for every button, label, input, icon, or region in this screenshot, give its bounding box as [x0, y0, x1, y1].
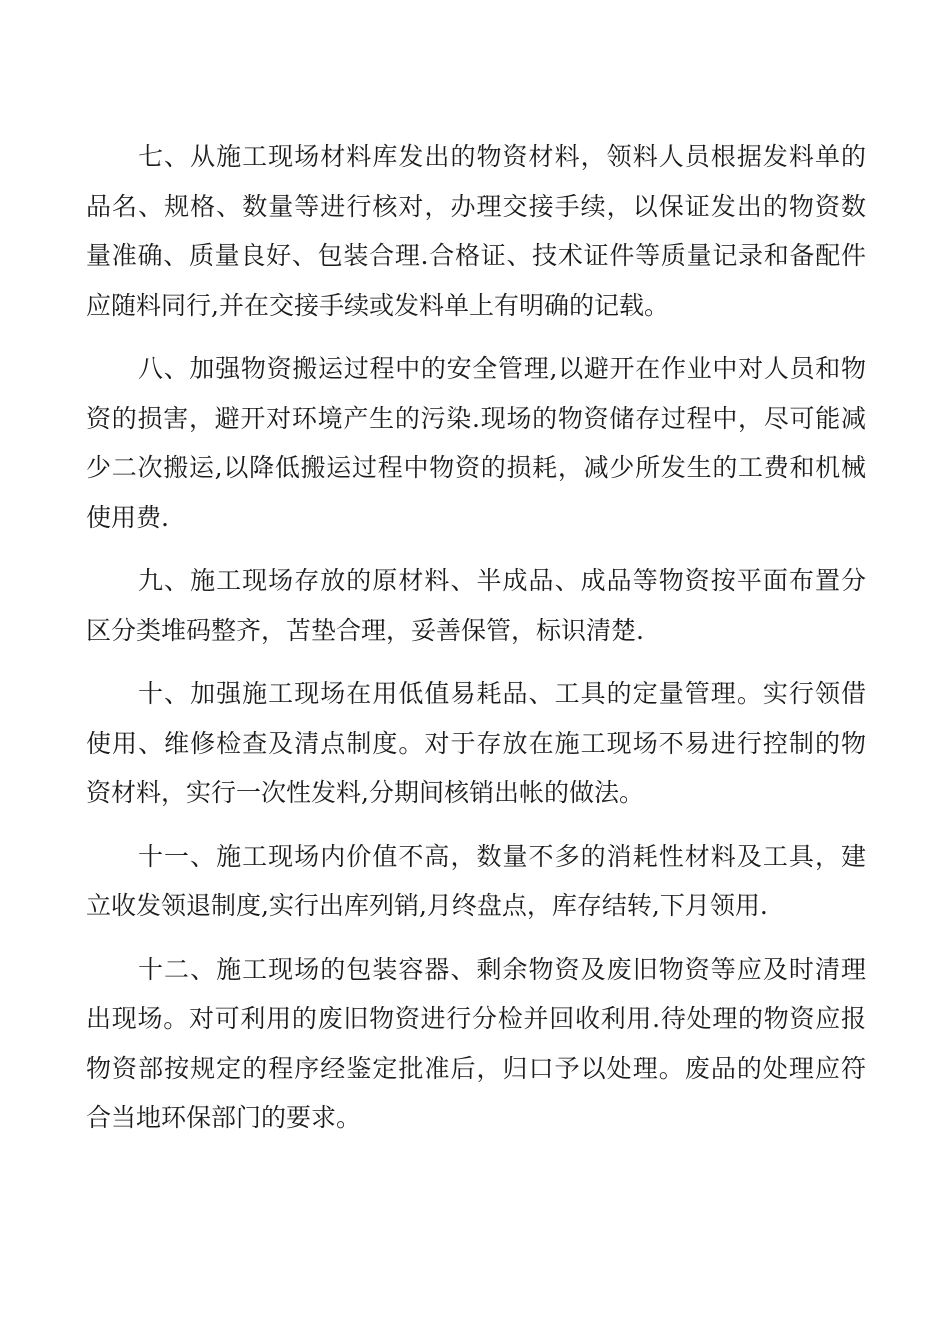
document-body: [86, 132, 866, 1157]
text-line: 立收发领退制度,实行出库列销,月终盘点，库存结转,下月领用.: [86, 891, 768, 920]
text-line: 使用、维修检查及清点制度。对于存放在施工现场不易进行控制的物: [86, 728, 866, 758]
text-line: 量准确、质量良好、包装合理.合格证、技术证件等质量记录和备配件: [86, 241, 866, 270]
paragraph-7: [86, 132, 866, 330]
text-line: 品名、规格、数量等进行核对，办理交接手续，以保证发出的物资数: [86, 191, 866, 221]
text-line: 资材料，实行一次性发料,分期间核销出帐的做法。: [86, 778, 644, 807]
text-line: 区分类堆码整齐，苫垫合理，妥善保管，标识清楚.: [86, 615, 644, 645]
text-line: 出现场。对可利用的废旧物资进行分检并回收利用.待处理的物资应报: [86, 1004, 866, 1033]
paragraph-8: [86, 344, 866, 542]
text-line: 十一、施工现场内价值不高，数量不多的消耗性材料及工具，建: [138, 841, 866, 871]
text-line: 应随料同行,并在交接手续或发料单上有明确的记载。: [86, 290, 669, 320]
text-line: 资的损害，避开对环境产生的污染.现场的物资储存过程中，尽可能减: [86, 403, 866, 433]
text-line: 十、加强施工现场在用低值易耗品、工具的定量管理。实行领借: [138, 679, 866, 708]
text-line: 九、施工现场存放的原材料、半成品、成品等物资按平面布置分: [138, 566, 866, 595]
paragraph-11: [86, 832, 866, 931]
paragraph-12: [86, 945, 866, 1143]
paragraph-10: [86, 669, 866, 818]
text-line: 八、加强物资搬运过程中的安全管理,以避开在作业中对人员和物: [138, 354, 866, 383]
text-line: 七、从施工现场材料库发出的物资材料，领料人员根据发料单的: [138, 142, 866, 171]
text-line: 合当地环保部门的要求。: [86, 1103, 362, 1132]
text-line: 物资部按规定的程序经鉴定批准后，归口予以处理。废品的处理应符: [86, 1053, 866, 1083]
paragraph-9: [86, 556, 866, 655]
text-line: 少二次搬运,以降低搬运过程中物资的损耗，减少所发生的工费和机械: [86, 453, 866, 482]
text-line: 十二、施工现场的包装容器、剩余物资及废旧物资等应及时清理: [138, 954, 866, 984]
text-line: 使用费.: [86, 502, 169, 532]
